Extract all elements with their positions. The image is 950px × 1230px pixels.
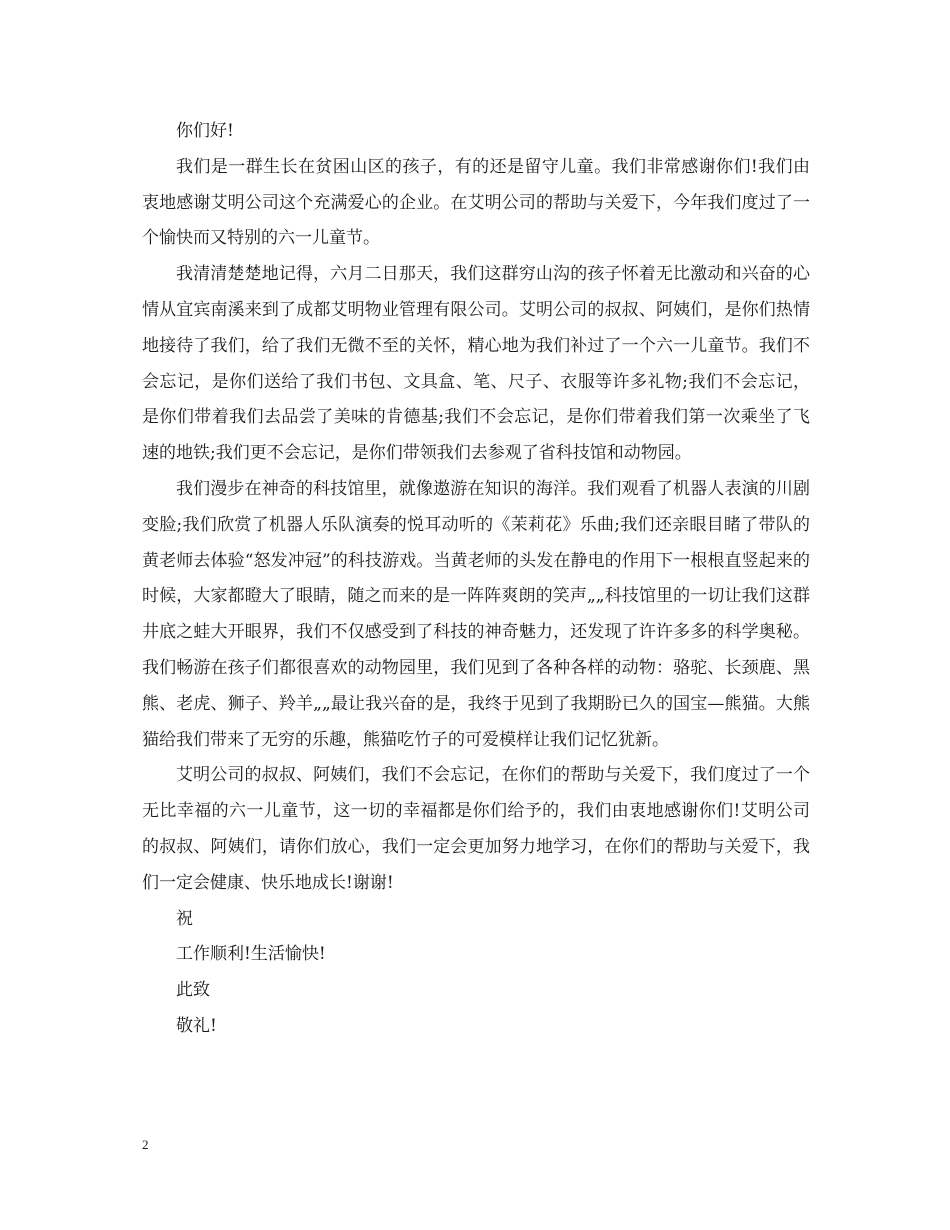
closing-salute-2: 敬礼! — [176, 1015, 217, 1036]
paragraph-thanks: 我们是一群生长在贫困山区的孩子，有的还是留守儿童。我们非常感谢你们!我们由衷地感谢艾明公司这个充满爱心的企业。在艾明公司的帮助与关爱下，今年我们度过了一个愉快而又特别的六一儿童节。 — [142, 156, 810, 249]
closing-wish: 祝 — [176, 908, 193, 929]
paragraph-museum-zoo: 我们漫步在神奇的科技馆里，就像遨游在知识的海洋。我们观看了机器人表演的川剧变脸;我们欣赏了机器人乐队演奏的悦耳动听的《茉莉花》乐曲;我们还亲眼目睹了带队的黄老师去体验“怒发冲冠”的科技游戏。当黄老师的头发在静电的作用下一根根直竖起来的时候，大家都瞪大了眼睛，随之而来的是一阵阵爽朗的笑声„„科技馆里的一切让我们这群井底之蛙大开眼界，我们不仅感受到了科技的神奇魅力，还发现了许许多多的科学奥秘。我们畅游在孩子们都很喜欢的动物园里，我们见到了各种各样的动物：骆驼、长颈鹿、黑熊、老虎、狮子、羚羊„„最让我兴奋的是，我终于见到了我期盼已久的国宝—熊猫。大熊猫给我们带来了无穷的乐趣，熊猫吃竹子的可爱模样让我们记忆犹新。 — [142, 478, 810, 750]
page-number: 2 — [142, 1137, 149, 1152]
closing-wish-content: 工作顺利!生活愉快! — [176, 944, 326, 965]
letter-body — [142, 114, 810, 1045]
paragraph-visit: 我清清楚楚地记得，六月二日那天，我们这群穷山沟的孩子怀着无比激动和兴奋的心情从宜宾南溪来到了成都艾明物业管理有限公司。艾明公司的叔叔、阿姨们，是你们热情地接待了我们，给了我们无微不至的关怀，精心地为我们补过了一个六一儿童节。我们不会忘记，是你们送给了我们书包、文具盒、笔、尺子、衣服等许多礼物;我们不会忘记，是你们带着我们去品尝了美味的肯德基;我们不会忘记，是你们带着我们第一次乘坐了飞速的地铁;我们更不会忘记，是你们带领我们去参观了省科技馆和动物园。 — [142, 264, 810, 464]
closing-salute-1: 此致 — [176, 980, 210, 1001]
greeting: 你们好! — [176, 121, 234, 141]
paragraph-gratitude: 艾明公司的叔叔、阿姨们，我们不会忘记，在你们的帮助与关爱下，我们度过了一个无比幸福的六一儿童节，这一切的幸福都是你们给予的，我们由衷地感谢你们!艾明公司的叔叔、阿姨们，请你们放心，我们一定会更加努力地学习，在你们的帮助与关爱下，我们一定会健康、快乐地成长!谢谢! — [142, 765, 810, 893]
